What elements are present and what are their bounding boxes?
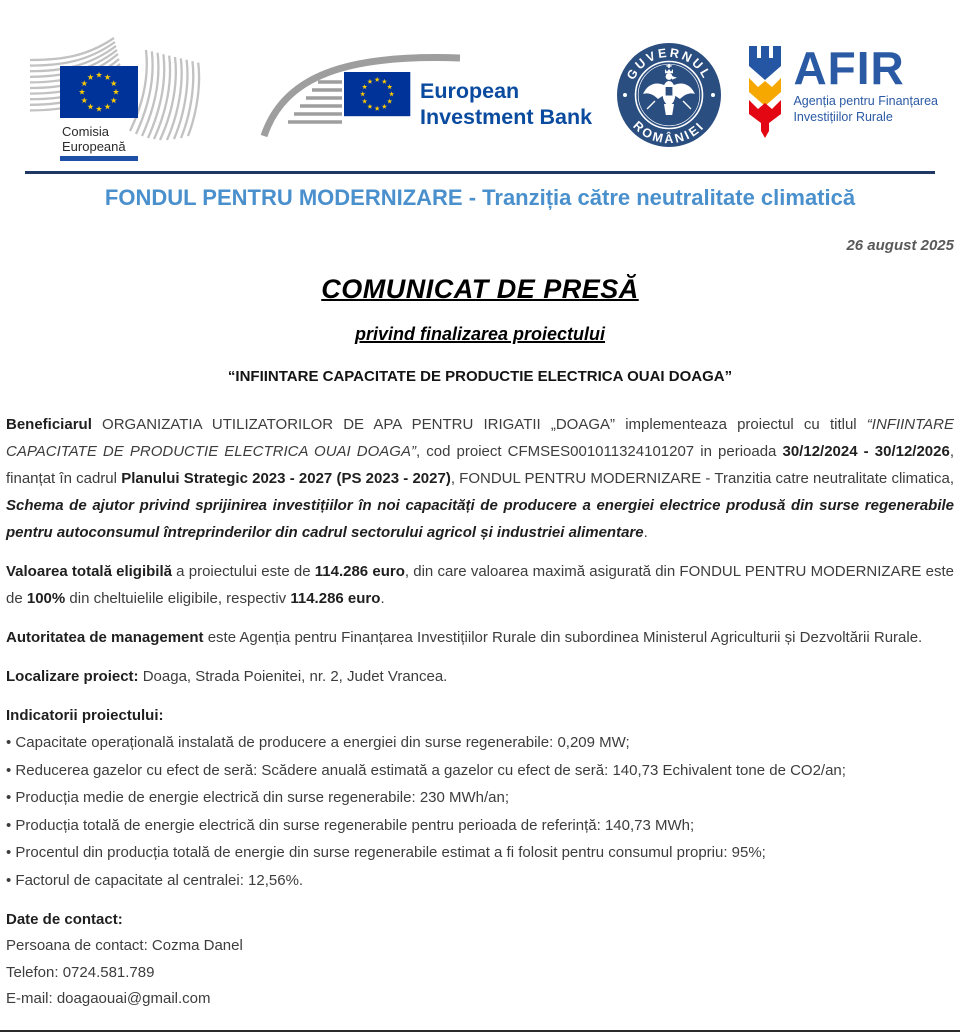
indicator-item: • Factorul de capacitate al centralei: 12,56%. xyxy=(6,867,954,895)
eib-text-line1: European xyxy=(419,79,519,103)
afir-acronym: AFIR xyxy=(793,42,905,94)
ec-caption xyxy=(62,124,126,154)
ec-building-curves-icon xyxy=(26,36,238,161)
text-run: este Agenția pentru Finanțarea Investițiilor Rurale din subordinea Ministerul Agriculturii și Dezvoltării Rurale. xyxy=(203,629,923,646)
european-commission-logo xyxy=(26,36,238,164)
indicator-item: • Producția medie de energie electrică din surse regenerabile: 230 MWh/an; xyxy=(6,784,954,812)
fund-banner-title: FONDUL PENTRU MODERNIZARE - Tranziția către neutralitate climatică xyxy=(104,185,856,210)
text-run: , cod proiect CFMSES001011324101207 in perioada xyxy=(415,443,783,460)
contact-phone: Telefon: 0724.581.789 xyxy=(6,963,155,981)
indicator-item: • Producția totală de energie electrică din surse regenerabile pentru perioada de referință: 140,73 MWh; xyxy=(6,812,954,840)
text-run: , FONDUL PENTRU MODERNIZARE - Tranzitia catre neutralitate climatica, xyxy=(450,470,954,487)
logo-row xyxy=(0,0,960,164)
paragraph-beneficiary xyxy=(6,411,954,546)
gov-seal-icon xyxy=(614,40,724,150)
project-period: 30/12/2024 - 30/12/2026 xyxy=(782,443,950,460)
romanian-government-seal xyxy=(614,40,724,155)
ec-caption-line1: Comisia xyxy=(62,124,109,139)
gov-seal-text-bottom: ROMÂNIEI xyxy=(629,118,708,147)
total-value: 114.286 euro xyxy=(314,563,405,580)
text-run: , finanțat în cadrul xyxy=(6,443,955,487)
text-run: . xyxy=(643,524,648,541)
european-investment-bank-logo xyxy=(260,48,592,149)
project-title-inline: “INFIINTARE CAPACITATE DE PRODUCTIE ELECTRICA OUAI DOAGA” xyxy=(6,416,954,460)
strategic-plan: Planului Strategic 2023 - 2027 (PS 2023 - 2027) xyxy=(121,470,451,487)
eu-flag-icon xyxy=(344,72,410,116)
contact-person: Persoana de contact: Cozma Danel xyxy=(6,937,243,954)
indicators-heading: Indicatorii proiectului: xyxy=(6,707,164,724)
indicator-item: • Capacitate operațională instalată de producere a energiei din surse regenerabile: 0,209 MW; xyxy=(6,729,954,757)
afir-subtitle-line1: Agenția pentru Finanțarea xyxy=(793,94,938,108)
press-release-title: COMUNICAT DE PRESĂ xyxy=(321,274,639,304)
afir-wheat-icon xyxy=(745,46,785,141)
page-bottom-rule xyxy=(0,1030,960,1032)
location-label: Localizare proiect: xyxy=(6,668,139,685)
afir-subtitle-line2: Investițiilor Rurale xyxy=(793,110,893,124)
ec-caption-line2: Europeană xyxy=(62,139,126,154)
text-run: ORGANIZATIA UTILIZATORILOR DE APA PENTRU IRIGATII „DOAGA” implementeaza proiectul cu titlul xyxy=(91,416,867,433)
gov-seal-text-top: GUVERNUL xyxy=(623,45,714,83)
paragraph-location xyxy=(6,663,954,690)
value-label: Valoarea totală eligibilă xyxy=(6,563,172,580)
eib-text-line2: Investment Bank xyxy=(419,105,592,129)
paragraph-value xyxy=(6,558,954,612)
fund-value: 114.286 euro xyxy=(290,590,381,607)
text-run: a proiectului este de xyxy=(171,563,315,580)
text-run: Doaga, Strada Poienitei, nr. 2, Judet Vrancea. xyxy=(138,668,448,685)
document-body xyxy=(0,411,960,1013)
authority-label: Autoritatea de management xyxy=(6,629,204,646)
afir-logo xyxy=(745,42,938,141)
press-release-subtitle: privind finalizarea proiectului xyxy=(354,324,606,344)
text-run: , din care valoarea maximă asigurată din FONDUL PENTRU MODERNIZARE este de xyxy=(6,563,954,607)
eu-flag-icon xyxy=(60,66,138,118)
project-title: “INFIINTARE CAPACITATE DE PRODUCTIE ELECTRICA OUAI DOAGA” xyxy=(227,368,733,385)
release-date: 26 august 2025 xyxy=(846,237,954,254)
text-run: . xyxy=(380,590,385,607)
contact-email: E-mail: doagaouai@gmail.com xyxy=(6,990,211,1007)
paragraph-authority xyxy=(6,624,954,651)
indicator-item: • Procentul din producția totală de energie din surse regenerabile estimat a fi folosit pentru consumul propriu: 95%; xyxy=(6,839,954,867)
indicator-item: • Reducerea gazelor cu efect de seră: Scădere anuală estimată a gazelor cu efect de seră: 140,73 Echivalent tone de CO2/an; xyxy=(6,757,954,785)
contact-heading: Date de contact: xyxy=(6,911,123,928)
header-divider-rule xyxy=(25,171,935,174)
ec-blue-bar xyxy=(60,156,138,161)
aid-scheme: Schema de ajutor privind sprijinirea investițiilor în noi capacități de producere a energiei electrice produsă din surse regenerabile pentru autoconsumul întreprinderilor din cadrul sectorului agricol și industriei alimentare xyxy=(6,497,954,541)
eib-arch-icon xyxy=(260,48,592,144)
text-run: din cheltuielile eligibile, respectiv xyxy=(65,590,291,607)
percent-value: 100% xyxy=(26,590,66,607)
beneficiary-label: Beneficiarul xyxy=(6,416,92,433)
